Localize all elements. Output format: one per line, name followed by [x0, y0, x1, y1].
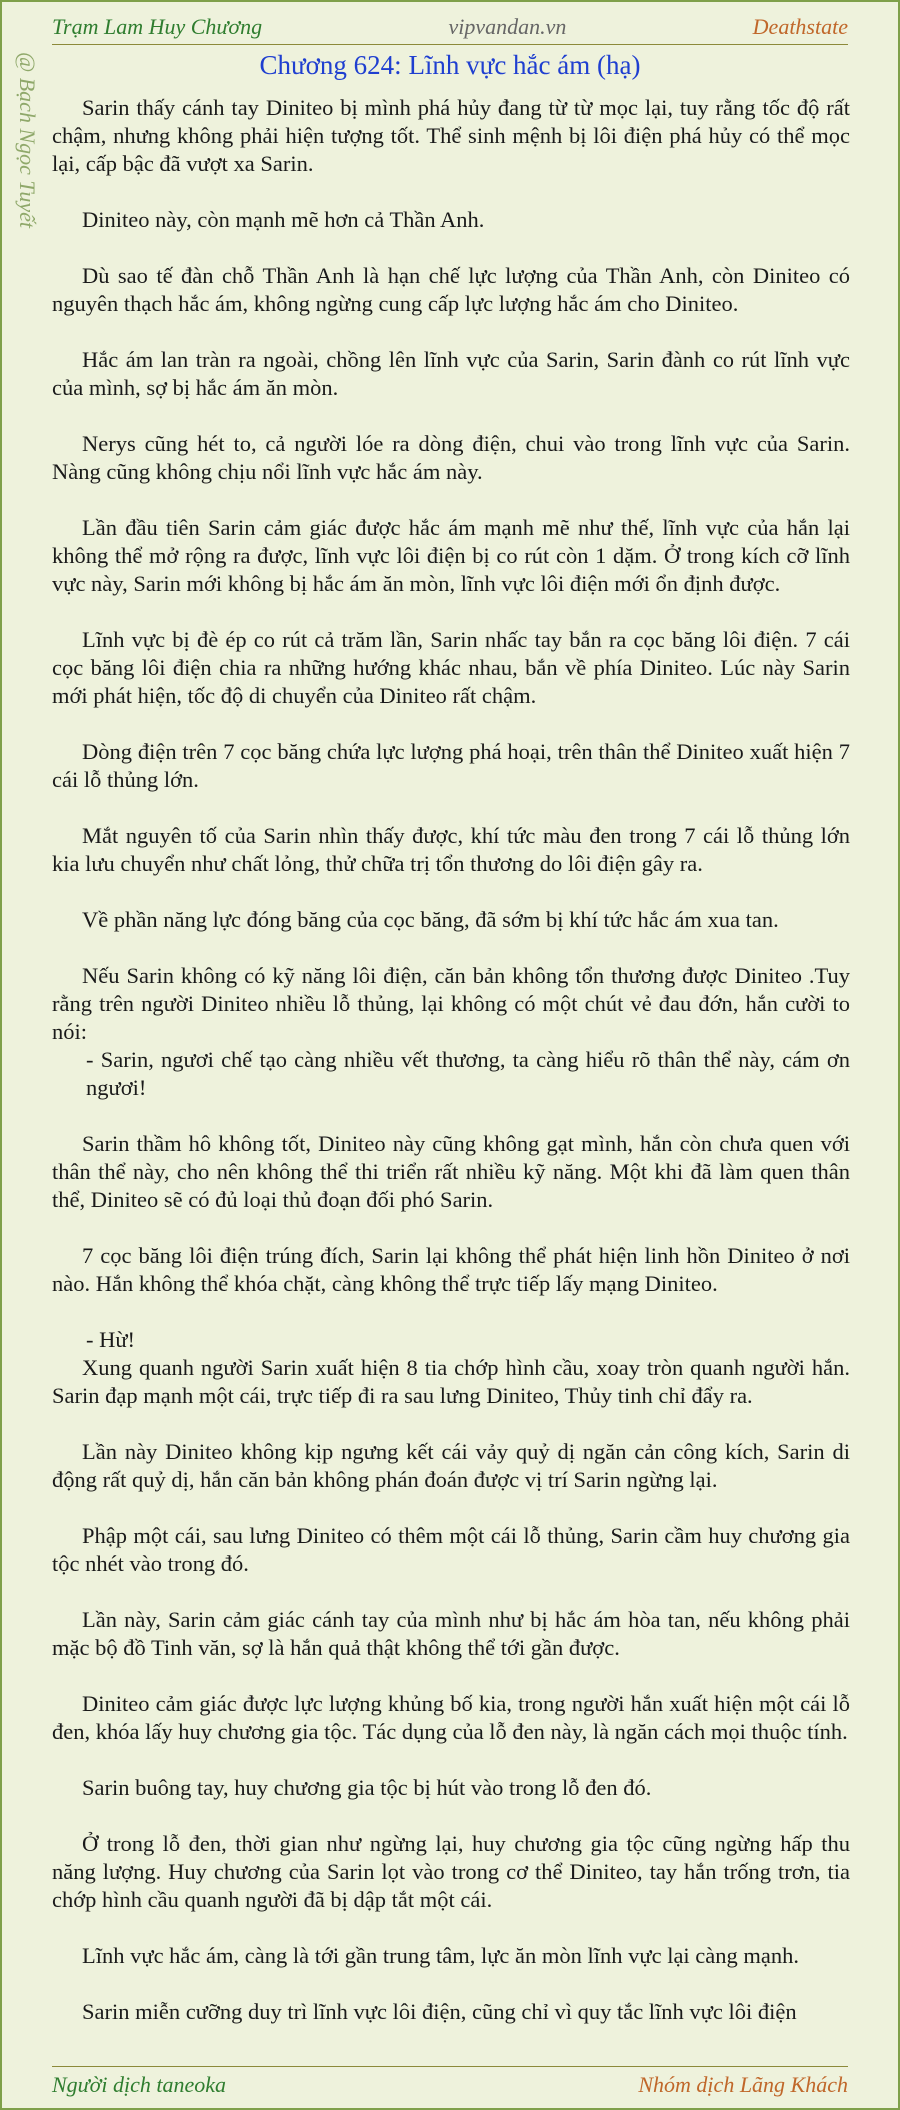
paragraph: Nếu Sarin không có kỹ năng lôi điện, căn bản không tổn thương được Diniteo .Tuy rằng trên người Diniteo nhiều lỗ thủng, lại không có một chút vẻ đau đớn, hắn cười to nói:: [52, 963, 850, 1044]
paragraph: Sarin thấy cánh tay Diniteo bị mình phá hủy đang từ từ mọc lại, tuy rằng tốc độ rất chậm, nhưng không phải hiện tượng tốt. Thể sinh mệnh bị lôi điện phá hủy có thể mọc lại, cấp bậc đã vượt xa Sarin.: [52, 95, 850, 176]
page-header: [52, 10, 848, 45]
paragraph: Diniteo cảm giác được lực lượng khủng bố kia, trong người hắn xuất hiện một cái lỗ đen, khóa lấy huy chương gia tộc. Tác dụng của lỗ đen này, là ngăn cách mọi thuộc tính.: [52, 1691, 850, 1744]
paragraph: Lần đầu tiên Sarin cảm giác được hắc ám mạnh mẽ như thế, lĩnh vực của hắn lại không thể mở rộng ra được, lĩnh vực lôi điện bị co rút còn 1 dặm. Ở trong kích cỡ lĩnh vực này, Sarin mới không bị hắc ám ăn mòn, lĩnh vực lôi điện mới ổn định được.: [52, 515, 850, 596]
paragraph: Dù sao tế đàn chỗ Thần Anh là hạn chế lực lượng của Thần Anh, còn Diniteo có nguyên thạch hắc ám, không ngừng cung cấp lực lượng hắc ám cho Diniteo.: [52, 263, 850, 316]
paragraph: Sarin miễn cưỡng duy trì lĩnh vực lôi điện, cũng chỉ vì quy tắc lĩnh vực lôi điện: [82, 1999, 797, 2024]
footer-translator: Người dịch taneoka: [52, 2072, 227, 2097]
side-watermark: @ Bạch Ngọc Tuyết: [15, 52, 40, 229]
paragraph: Sarin buông tay, huy chương gia tộc bị hút vào trong lỗ đen đó.: [82, 1775, 652, 1800]
paragraph: Hắc ám lan tràn ra ngoài, chồng lên lĩnh vực của Sarin, Sarin đành co rút lĩnh vực của mình, sợ bị hắc ám ăn mòn.: [52, 347, 850, 400]
header-story-name: Deathstate: [752, 14, 848, 39]
paragraph: Lĩnh vực bị đè ép co rút cả trăm lần, Sarin nhấc tay bắn ra cọc băng lôi điện. 7 cái cọc băng lôi điện chia ra những hướng khác nhau, bắn về phía Diniteo. Lúc này Sarin mới phát hiện, tốc độ di chuyển của Diniteo rất chậm.: [52, 627, 850, 708]
paragraph: Mắt nguyên tố của Sarin nhìn thấy được, khí tức màu đen trong 7 cái lỗ thủng lớn kia lưu chuyển như chất lỏng, thử chữa trị tổn thương do lôi điện gây ra.: [52, 823, 850, 876]
paragraph: Phập một cái, sau lưng Diniteo có thêm một cái lỗ thủng, Sarin cầm huy chương gia tộc nhét vào trong đó.: [52, 1523, 850, 1576]
paragraph: Diniteo này, còn mạnh mẽ hơn cả Thần Anh.: [82, 207, 485, 232]
paragraph: Sarin thầm hô không tốt, Diniteo này cũng không gạt mình, hắn còn chưa quen với thân thể này, cho nên không thể thi triển rất nhiều kỹ năng. Một khi đã làm quen thân thể, Diniteo sẽ có đủ loại thủ đoạn đối phó Sarin.: [52, 1131, 850, 1212]
page-footer: [52, 2066, 848, 2103]
paragraph: Xung quanh người Sarin xuất hiện 8 tia chớp hình cầu, xoay tròn quanh người hắn. Sarin đạp mạnh một cái, trực tiếp đi ra sau lưng Diniteo, Thủy tinh chỉ đẩy ra.: [52, 1355, 850, 1408]
paragraph: Ở trong lỗ đen, thời gian như ngừng lại, huy chương gia tộc cũng ngừng hấp thu năng lượng. Huy chương của Sarin lọt vào trong cơ thể Diniteo, tay hắn trống trơn, tia chớp hình cầu quanh người đã bị dập tắt một cái.: [52, 1831, 850, 1912]
header-domain: vipvandan.vn: [448, 14, 567, 39]
header-site-name: Trạm Lam Huy Chương: [52, 14, 263, 39]
chapter-title: Chương 624: Lĩnh vực hắc ám (hạ): [259, 50, 641, 80]
dialogue-line: - Sarin, ngươi chế tạo càng nhiều vết thương, ta càng hiểu rõ thân thể này, cám ơn ngươi!: [86, 1047, 850, 1100]
chapter-content: [52, 94, 850, 2054]
paragraph: Lần này Diniteo không kịp ngưng kết cái vảy quỷ dị ngăn cản công kích, Sarin di động rất quỷ dị, hắn căn bản không phán đoán được vị trí Sarin ngừng lại.: [52, 1439, 850, 1492]
paragraph: Lần này, Sarin cảm giác cánh tay của mình như bị hắc ám hòa tan, nếu không phải mặc bộ đồ Tinh văn, sợ là hắn quả thật không thể tới gần được.: [52, 1607, 850, 1660]
dialogue-line: - Hừ!: [86, 1327, 136, 1352]
footer-group: Nhóm dịch Lãng Khách: [638, 2072, 848, 2097]
paragraph: Về phần năng lực đóng băng của cọc băng, đã sớm bị khí tức hắc ám xua tan.: [82, 907, 779, 932]
paragraph: 7 cọc băng lôi điện trúng đích, Sarin lại không thể phát hiện linh hồn Diniteo ở nơi nào. Hắn không thể khóa chặt, càng không thể trực tiếp lấy mạng Diniteo.: [52, 1243, 850, 1296]
paragraph: Lĩnh vực hắc ám, càng là tới gần trung tâm, lực ăn mòn lĩnh vực lại càng mạnh.: [82, 1943, 800, 1968]
paragraph: Nerys cũng hét to, cả người lóe ra dòng điện, chui vào trong lĩnh vực của Sarin. Nàng cũng không chịu nổi lĩnh vực hắc ám này.: [52, 431, 850, 484]
paragraph: Dòng điện trên 7 cọc băng chứa lực lượng phá hoại, trên thân thể Diniteo xuất hiện 7 cái lỗ thủng lớn.: [52, 739, 850, 792]
content-clip: [2, 2042, 898, 2066]
